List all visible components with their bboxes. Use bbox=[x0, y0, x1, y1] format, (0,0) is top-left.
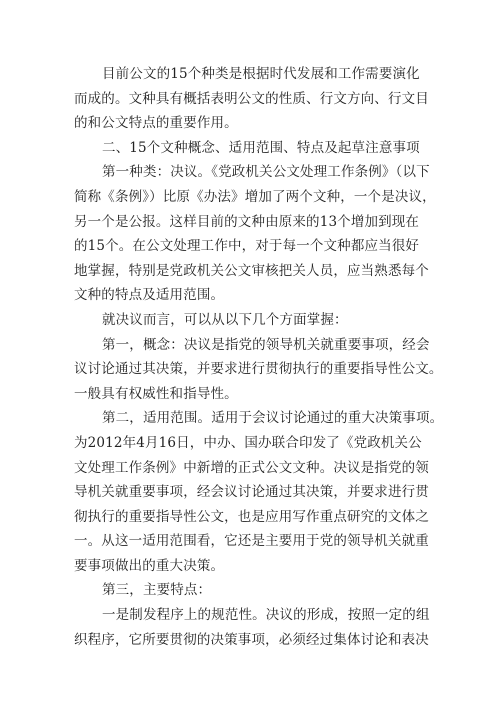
paragraph-line: 第一种类：决议。《党政机关公文处理工作条例》（以下 bbox=[102, 164, 430, 181]
paragraph-line: 议讨论通过其决策，并要求进行贯彻执行的重要指导性公文。 bbox=[74, 361, 443, 378]
paragraph-line: 织程序，它所要贯彻的决策事项，必须经过集体讨论和表决 bbox=[74, 631, 429, 648]
paragraph-line: 另一个是公报。这样目前的文种由原来的13个增加到现在 bbox=[74, 213, 420, 230]
paragraph-line: 文种的特点及适用范围。 bbox=[74, 287, 225, 304]
paragraph-line: 一是制发程序上的规范性。决议的形成，按照一定的组 bbox=[102, 607, 430, 624]
paragraph-line: 第一，概念：决议是指党的领导机关就重要事项，经会 bbox=[102, 336, 430, 353]
document-body bbox=[74, 62, 444, 652]
paragraph-line: 第二，适用范围。适用于会议讨论通过的重大决策事项。 bbox=[102, 410, 444, 427]
paragraph-line: 为2012年4月16日，中办、国办联合印发了《党政机关公 bbox=[74, 434, 422, 451]
paragraph-line: 文处理工作条例》中新增的正式公文文种。决议是指党的领 bbox=[74, 459, 429, 476]
section-heading: 二、15个文种概念、适用范围、特点及起草注意事项 bbox=[102, 139, 420, 156]
paragraph-line: 就决议而言，可以从以下几个方面掌握： bbox=[102, 311, 348, 328]
paragraph-line: 彻执行的重要指导性公文，也是应用写作重点研究的文体之 bbox=[74, 508, 429, 525]
paragraph-line: 地掌握，特别是党政机关公文审核把关人员，应当熟悉每个 bbox=[74, 262, 429, 279]
paragraph-line: 第三，主要特点： bbox=[102, 582, 212, 599]
paragraph-line: 一。从这一适用范围看，它还是主要用于党的领导机关就重 bbox=[74, 533, 429, 550]
paragraph-line: 一般具有权威性和指导性。 bbox=[74, 385, 238, 402]
paragraph-line: 简称《条例》）比原《办法》增加了两个文种，一个是决议， bbox=[74, 188, 436, 205]
paragraph-line: 要事项做出的重大决策。 bbox=[74, 557, 225, 574]
paragraph-line: 而成的。文种具有概括表明公文的性质、行文方向、行文目 bbox=[74, 90, 429, 107]
paragraph-line: 导机关就重要事项，经会议讨论通过其决策，并要求进行贯 bbox=[74, 484, 429, 501]
paragraph-line: 的15个。在公文处理工作中，对于每一个文种都应当很好 bbox=[74, 238, 420, 255]
paragraph-line: 的和公文特点的重要作用。 bbox=[74, 115, 238, 132]
paragraph-line: 目前公文的15个种类是根据时代发展和工作需要演化 bbox=[102, 66, 420, 82]
